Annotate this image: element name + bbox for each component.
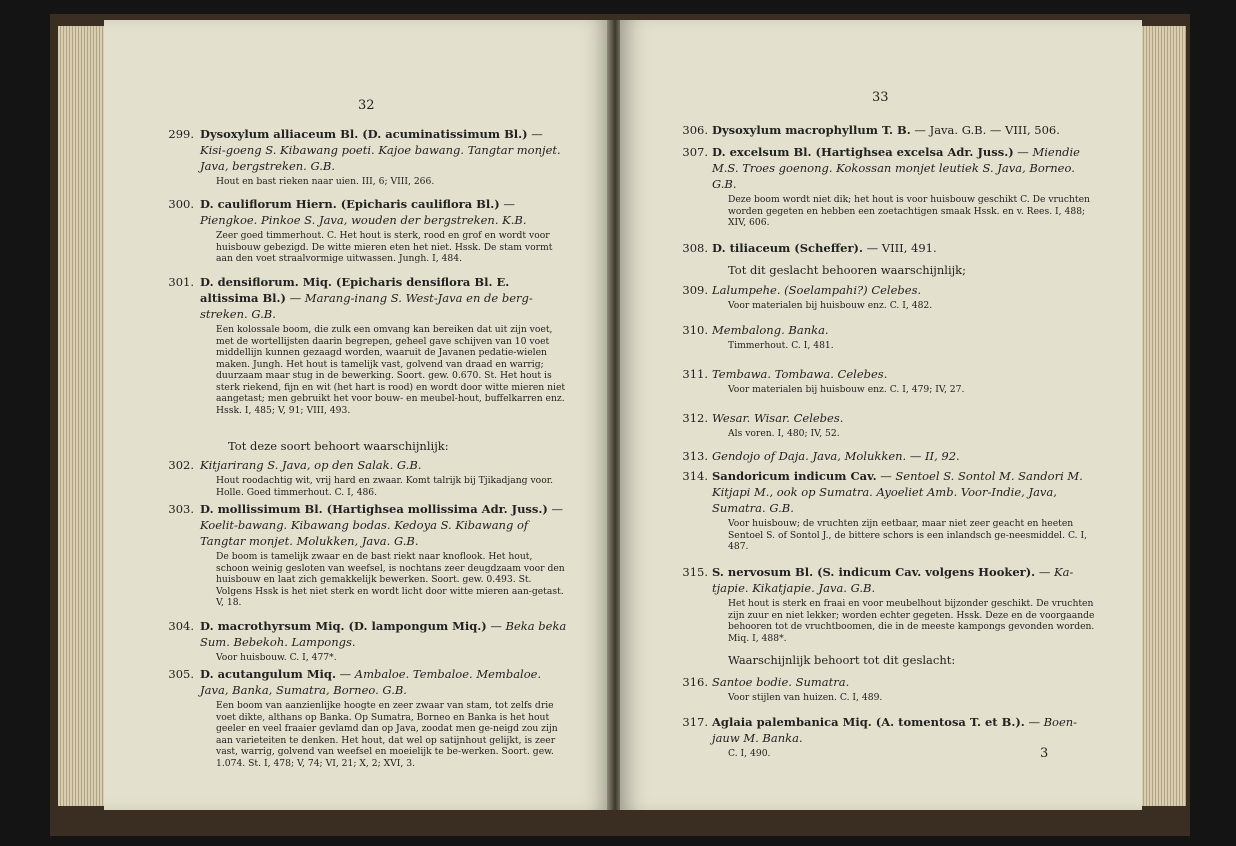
entry-note: Timmerhout. C. I, 481. <box>728 340 834 351</box>
section-note: Tot deze soort behoort waarschijnlijk: <box>228 439 449 453</box>
entry-note: Een kolossale boom, die zulk een omvang kan bereiken dat uit zijn voet, met de wortellijsten daarin begrepen, geheel gave schijven van 10 voet middellijn kunnen gezaagd worden, waaruit de Javanen pedatie-wielen maken. Jungh. Het hout is tamelijk vast, golvend van draad en warrig; duurzaam maar stug in de bewerking. Soort. gew. 0.670. St. Het hout is sterk riekend, fijn en wit (het hart is rood) en wordt door witte mieren niet aangetast; men gebruikt het voor bouw- en meubel-hout, buffelkarren enz. Hssk. I, 485; V, 91; VIII, 493. <box>216 324 566 416</box>
entry-text: — Piengkoe. Pinkoe S. Java, wouden der bergstreken. K.B. <box>200 197 527 227</box>
entry-312 <box>620 410 1142 440</box>
entry-text: Wesar. Wisar. Celebes. <box>712 411 844 425</box>
entry-head: S. nervosum Bl. (S. indicum Cav. volgens Hooker). <box>712 565 1036 579</box>
entry-head: D. cauliflorum Hiern. (Epicharis cauliflora Bl.) <box>200 197 500 211</box>
entry-number: 302. <box>168 458 194 472</box>
entry-text: Tembawa. Tombawa. Celebes. <box>712 367 888 381</box>
entry-note: Hout roodachtig wit, vrij hard en zwaar. Komt talrijk bij Tjikadjang voor. Holle. Goed timmerhout. C. I, 486. <box>216 475 554 498</box>
entry-text: — Ka-tjapie. Kikatjapie. Java. G.B. <box>712 565 1074 595</box>
entry-306 <box>620 122 1142 138</box>
entry-note: Voor stijlen van huizen. C. I, 489. <box>728 692 883 703</box>
page-edges-left <box>58 26 106 806</box>
entry-text: — Beka beka Sum. Bebekoh. Lampongs. <box>200 619 567 649</box>
entry-note: Als voren. I, 480; IV, 52. <box>728 428 840 439</box>
entry-307 <box>620 144 1142 229</box>
entry-text: — Boen-jauw M. Banka. <box>712 715 1078 745</box>
entry-308 <box>620 240 1142 256</box>
entry-number: 314. <box>682 469 708 483</box>
entry-number: 311. <box>682 367 708 381</box>
entry-text: Santoe bodie. Sumatra. <box>712 675 850 689</box>
entry-text: — Kisi-goeng S. Kibawang poeti. Kajoe bawang. Tangtar monjet. Java, bergstreken. G.B. <box>200 127 561 173</box>
section-note: Tot dit geslacht behooren waarschijnlijk; <box>728 263 967 277</box>
entry-text: Membalong. Banka. <box>712 323 829 337</box>
entry-number: 299. <box>168 127 194 141</box>
section-note: Waarschijnlijk behoort tot dit geslacht: <box>728 653 956 667</box>
entry-head: Sandoricum indicum Cav. <box>712 469 877 483</box>
entry-303 <box>104 501 610 609</box>
entry-313 <box>620 448 1142 464</box>
entry-text: — Sentoel S. Sontol M. Sandori M. Kitjapi M., ook op Sumatra. Ayoeliet Amb. Voor-Indie, Java, Sumatra. G.B. <box>712 469 1083 515</box>
page-number-right: 33 <box>872 90 889 105</box>
entry-note: Voor materialen bij huisbouw enz. C. I, 482. <box>728 300 933 311</box>
entry-text: — Java. G.B. — VIII, 506. <box>914 123 1060 137</box>
entry-304 <box>104 618 610 664</box>
entry-note: Voor materialen bij huisbouw enz. C. I, 479; IV, 27. <box>728 384 965 395</box>
entry-note: Voor huisbouw; de vruchten zijn eetbaar, maar niet zeer geacht en heeten Sentoel S. of Sontol J., de bittere schors is een inlandsch ge-neesmiddel. C. I, 487. <box>728 518 1088 552</box>
signature-mark: 3 <box>1040 746 1049 761</box>
page-edges-right <box>1140 26 1186 806</box>
entry-305 <box>104 666 610 769</box>
entry-head: D. tiliaceum (Scheffer). <box>712 241 863 255</box>
entry-number: 315. <box>682 565 708 579</box>
entry-note: Voor huisbouw. C. I, 477*. <box>216 652 337 663</box>
entry-head: Aglaia palembanica Miq. (A. tomentosa T. et B.). <box>712 715 1025 729</box>
entry-text: — Marang-inang S. West-Java en de berg-streken. G.B. <box>200 291 533 321</box>
entry-note: Hout en bast rieken naar uien. III, 6; VIII, 266. <box>216 176 435 187</box>
entry-text: — VIII, 491. <box>866 241 937 255</box>
entry-number: 307. <box>682 145 708 159</box>
entry-314 <box>620 468 1142 553</box>
entry-head: Dysoxylum alliaceum Bl. (D. acuminatissimum Bl.) <box>200 127 528 141</box>
entry-text: Gendojo of Daja. Java, Molukken. — II, 92. <box>712 449 960 463</box>
entry-text: Kitjarirang S. Java, op den Salak. G.B. <box>200 458 422 472</box>
page-number-left: 32 <box>358 98 375 113</box>
entry-text: — Miendie M.S. Troes goenong. Kokossan monjet leutiek S. Java, Borneo. G.B. <box>712 145 1080 191</box>
entry-text: — Ambaloe. Tembaloe. Membaloe. Java, Banka, Sumatra, Borneo. G.B. <box>200 667 542 697</box>
entry-number: 303. <box>168 502 194 516</box>
entry-note: Het hout is sterk en fraai en voor meubelhout bijzonder geschikt. De vruchten zijn zuur en niet lekker; worden echter gegeten. Hssk. Deze en de voorgaande behooren tot de vruchtboomen, die in de meeste kampongs gevonden worden. Miq. I, 488*. <box>728 598 1095 644</box>
entry-head: D. excelsum Bl. (Hartighsea excelsa Adr. Juss.) <box>712 145 1014 159</box>
entry-311 <box>620 366 1142 396</box>
entry-316 <box>620 674 1142 704</box>
entry-note: Zeer goed timmerhout. C. Het hout is sterk, rood en grof en wordt voor huisbouw gebezigd. De witte mieren eten het niet. Hssk. De stam vormt aan den voet straalvormige uitwassen. Jungh. I, 484. <box>216 230 553 264</box>
right-page <box>620 20 1142 810</box>
entry-head: Dysoxylum macrophyllum T. B. <box>712 123 911 137</box>
entry-number: 300. <box>168 197 194 211</box>
entry-head: D. macrothyrsum Miq. (D. lampongum Miq.) <box>200 619 487 633</box>
entry-301 <box>104 274 610 416</box>
entry-note: De boom is tamelijk zwaar en de bast riekt naar knoflook. Het hout, schoon weinig gesloten van weefsel, is nochtans zeer deugdzaam voor den huisbouw en laat zich gemakkelijk bewerken. Soort. gew. 0.493. St. Volgens Hssk is het niet sterk en wordt licht door witte mieren aan-getast. V, 18. <box>216 551 565 608</box>
entry-299 <box>104 126 610 188</box>
entry-number: 312. <box>682 411 708 425</box>
entry-head: D. acutangulum Miq. <box>200 667 336 681</box>
entry-317 <box>620 714 1142 760</box>
entry-note: Deze boom wordt niet dik; het hout is voor huisbouw geschikt C. De vruchten worden gegeten en hebben een zoetachtigen smaak Hssk. en v. Rees. I, 488; XIV, 606. <box>728 194 1090 228</box>
entry-head: D. densiflorum. Miq. (Epicharis densiflora Bl. E. altissima Bl.) <box>200 275 510 305</box>
left-page <box>104 20 610 810</box>
entry-number: 310. <box>682 323 708 337</box>
entry-number: 317. <box>682 715 708 729</box>
entry-300 <box>104 196 610 265</box>
entry-text: Lalumpehe. (Soelampahi?) Celebes. <box>712 283 922 297</box>
entry-note: C. I, 490. <box>728 748 771 759</box>
entry-number: 316. <box>682 675 708 689</box>
entry-310 <box>620 322 1142 352</box>
entry-head: D. mollissimum Bl. (Hartighsea mollissima Adr. Juss.) <box>200 502 548 516</box>
entry-302 <box>104 457 610 498</box>
entry-number: 304. <box>168 619 194 633</box>
entry-number: 305. <box>168 667 194 681</box>
entry-315 <box>620 564 1142 644</box>
entry-number: 309. <box>682 283 708 297</box>
entry-text: — Koelit-bawang. Kibawang bodas. Kedoya S. Kibawang of Tangtar monjet. Molukken, Java. G.B. <box>200 502 563 548</box>
entry-number: 306. <box>682 123 708 137</box>
entry-note: Een boom van aanzienlijke hoogte en zeer zwaar van stam, tot zelfs drie voet dikte, althans op Banka. Op Sumatra, Borneo en Banka is het hout geeler en veel fraaier gevlamd dan op Java, zoodat men ge-neigd zou zijn aan varieteiten te denken. Het hout, dat wel op satijnhout gelijkt, is zeer vast, warrig, golvend van weefsel en moeielijk te be-werken. Soort. gew. 1.074. St. I, 478; V, 74; VI, 21; X, 2; XVI, 3. <box>216 700 558 769</box>
entry-number: 313. <box>682 449 708 463</box>
entry-309 <box>620 282 1142 312</box>
entry-number: 308. <box>682 241 708 255</box>
entry-number: 301. <box>168 275 194 289</box>
